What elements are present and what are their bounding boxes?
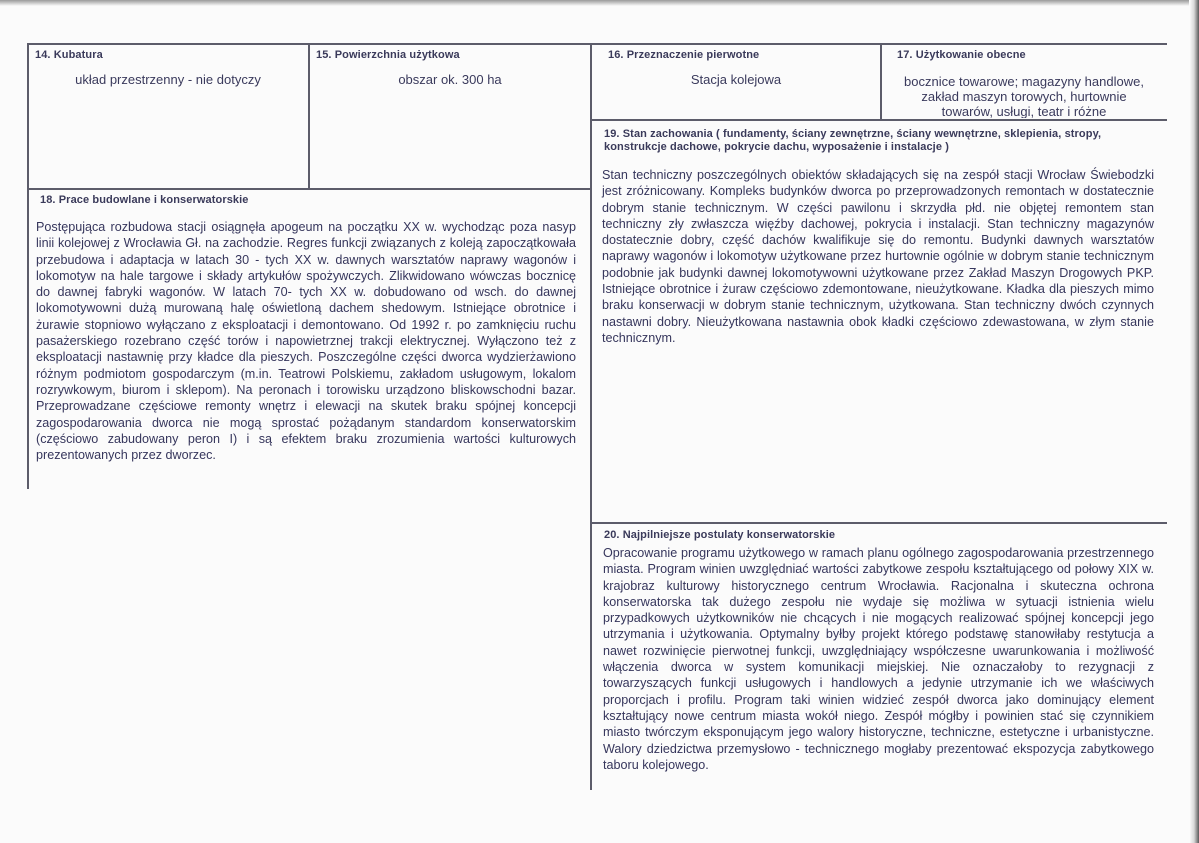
center-divider bbox=[590, 43, 592, 790]
field-15-label: 15. Powierzchnia użytkowa bbox=[316, 49, 460, 61]
divider-14-15 bbox=[308, 43, 310, 189]
field-20-text: Opracowanie programu użytkowego w ramach planu ogólnego zagospodarowania przestrzennego miasta. Program winien uwzględniać wartości zabytkowe zespołu kształtującego od połowy XIX w. krajobraz kulturowy historycznego centrum Wrocławia. Racjonalna i skuteczna ochrona konserwatorska tak dużego zespołu nie wydaje się możliwa w sytuacji istnienia wielu przypadkowych użytkowników nie chcących i nie mogących realizować spójnej koncepcji jego utrzymania i użytkowania. Optymalny byłby projekt którego podstawę stanowiłaby restytucja a nawet rozwinięcie pierwotnej funkcji, uwzględniający współczesne uwarunkowania i możliwość włączenia dworca w system komunikacji miejskiej. Nie oznaczałoby to rezygnacji z towarzyszących funkcji usługowych i handlowych a jedynie utrzymanie ich we właściwych proporcjach i profilu. Program taki winien widzieć zespół dworca jako dominujący element kształtujący nowe centrum miasta wokół niego. Zespół mógłby i powinien stać się czynnikiem miasto twórczym eksponującym jego walory historyczne, techniczne, estetyczne i urbanistyczne. Walory dziedzictwa przemysłowo - technicznego mogłaby prezentować ekspozycja zabytkowego taboru kolejowego. bbox=[603, 546, 1154, 772]
field-17-value: bocznice towarowe; magazyny handlowe, zakład maszyn torowych, hurtownie towarów, usługi, teatr i różne bbox=[904, 74, 1144, 118]
scan-right-edge bbox=[1189, 0, 1199, 843]
field-18-label: 18. Prace budowlane i konserwatorskie bbox=[40, 194, 249, 206]
field-17-label: 17. Użytkowanie obecne bbox=[897, 49, 1026, 61]
row-divider-20 bbox=[590, 522, 1167, 524]
field-20-label: 20. Najpilniejsze postulaty konserwatorskie bbox=[604, 529, 836, 541]
field-14-value: układ przestrzenny - nie dotyczy bbox=[75, 72, 261, 87]
divider-16-17 bbox=[880, 43, 882, 119]
scan-top-edge bbox=[0, 0, 1199, 6]
field-14-label: 14. Kubatura bbox=[35, 49, 103, 61]
row-divider-19 bbox=[590, 119, 1167, 121]
left-border bbox=[27, 43, 29, 489]
field-19-label: 19. Stan zachowania ( fundamenty, ściany zewnętrzne, ściany wewnętrzne, sklepienia, stropy, konstrukcje dachowe, pokrycie dachu, wyposażenie i instalacje ) bbox=[604, 128, 1102, 153]
field-15-value: obszar ok. 300 ha bbox=[398, 72, 502, 87]
row-divider-18 bbox=[27, 188, 591, 190]
field-16-value: Stacja kolejowa bbox=[690, 72, 782, 87]
field-18-text: Postępująca rozbudowa stacji osiągnęła apogeum na początku XX w. wychodząc poza nasyp linii kolejowej z Wrocławia Gł. na zachodzie. Regres funkcji związanych z koleją zapoczątkowała przebudowa i adaptacja w latach 30 - tych XX w. dawnych warsztatów naprawy wagonów i lokomotyw na hale targowe i składy artykułów spożywczych. Zlikwidowano wówczas bocznicę do dawnej fabryki wagonów. W latach 70- tych XX w. dobudowano od wsch. do dawnej lokomotywowni dużą murowaną halę oświetloną dachem shedowym. Istniejące obrotnice i żurawie stopniowo wyłączano z eksploatacji i demontowano. Od 1992 r. po zamknięciu ruchu pasażerskiego rozebrano część torów i napowietrznej trakcji elektrycznej. Wyłączono też z eksploatacji nastawnię przy kładce dla pieszych. Poszczególne części dworca wydzierżawiono różnym podmiotom gospodarczym (m.in. Teatrowi Polskiemu, zakładom usługowym, lokalom rozrywkowym, biurom i sklepom). Na peronach i torowisku urządzono bliskowschodni bazar. Przeprowadzane częściowe remonty wnętrz i elewacji na skutek braku spójnej koncepcji zagospodarowania dworca nie mogą sprostać pożądanym standardom konserwatorskim (częściowo zabudowany peron I) i są efektem braku zrozumienia wartości kulturowych prezentowanych przez dworzec. bbox=[36, 220, 576, 463]
field-16-label: 16. Przeznaczenie pierwotne bbox=[608, 49, 760, 61]
top-border bbox=[27, 43, 1167, 45]
field-19-text: Stan techniczny poszczególnych obiektów składających się na zespół stacji Wrocław Świebodzki jest zróżnicowany. Kompleks budynków dworca po przeprowadzonych remontach w dostatecznie dobrym stanie technicznym. W części pawilonu i skrzydła płd. nie objętej remontem stan techniczny zły zwłaszcza więźby dachowej, pokrycia i instalacji. Stan techniczny magazynów dostatecznie dobry, część dachów kwalifikuje się do remontu. Budynki dawnych warsztatów naprawy wagonów i lokomotyw użytkowane przez hurtownie ogólnie w dobrym stanie technicznym podobnie jak budynki dawnej lokomotywowni użytkowane przez Zakład Maszyn Drogowych PKP. Istniejące obrotnice i żuraw częściowo zdemontowane, nieużytkowane. Kładka dla pieszych mimo braku konserwacji w dobrym stanie technicznym, użytkowana. Stan techniczny dwóch czynnych nastawni dobry. Nieużytkowana nastawnia obok kładki częściowo zdewastowana, w złym stanie technicznym. bbox=[602, 168, 1154, 345]
